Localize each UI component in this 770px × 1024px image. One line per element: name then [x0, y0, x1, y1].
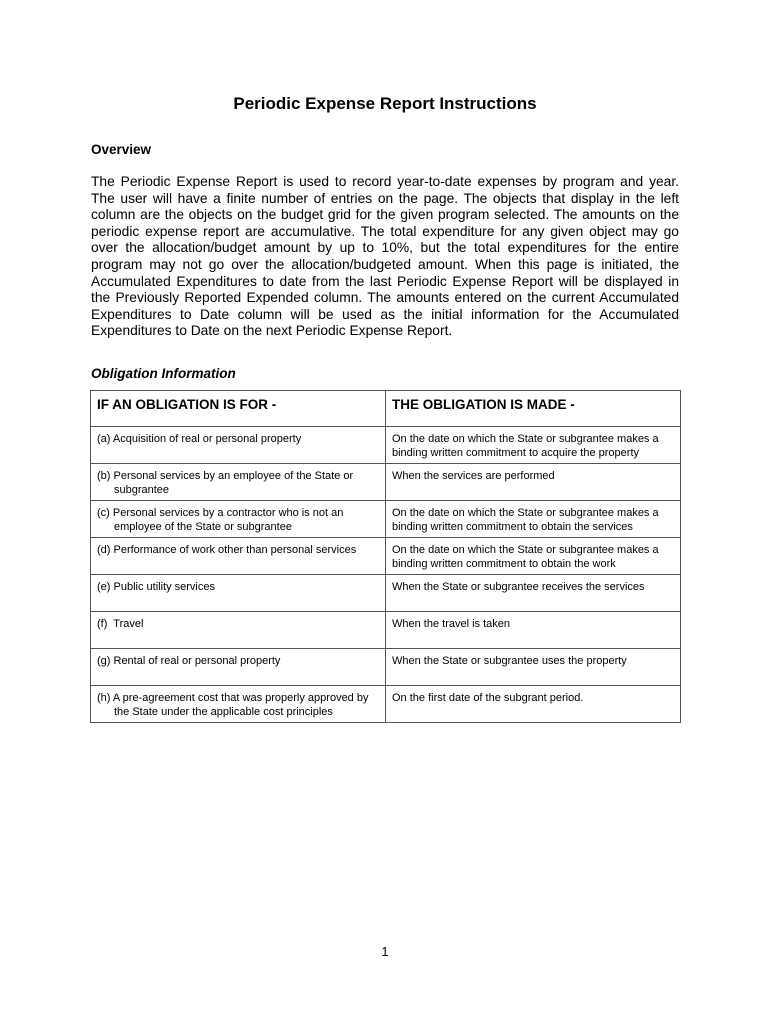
obligation-made-cell: When the State or subgrantee uses the property: [386, 649, 681, 686]
column-header-obligation-made: THE OBLIGATION IS MADE -: [386, 391, 681, 427]
overview-paragraph: The Periodic Expense Report is used to record year-to-date expenses by program and year. The user will have a finite number of entries on the page. The objects that display in the left column are the objects on the budget grid for the given program selected. The amounts on the periodic expense report are accumulative. The total expenditure for any given object may go over the allocation/budget amount by up to 10%, but the total expenditures for the entire program may not go over the allocation/budgeted amount. When this page is initiated, the Accumulated Expenditures to date from the last Periodic Expense Report will be displayed in the Previously Reported Expended column. The amounts entered on the current Accumulated Expenditures to Date column will be used as the initial information for the Accumulated Expenditures to Date on the next Periodic Expense Report.: [91, 174, 679, 339]
obligation-for-text: (d) Performance of work other than personal services: [97, 544, 357, 556]
table-row: [91, 649, 681, 686]
table-row: [91, 501, 681, 538]
obligation-for-text: (b) Personal services by an employee of the State or subgrantee: [97, 470, 354, 496]
table-header-row: [91, 391, 681, 427]
obligation-for-text: (f) Travel: [97, 618, 144, 630]
obligation-made-cell: When the travel is taken: [386, 612, 681, 649]
table-row: [91, 575, 681, 612]
table-row: [91, 427, 681, 464]
obligation-made-cell: When the State or subgrantee receives the services: [386, 575, 681, 612]
table-row: [91, 538, 681, 575]
obligation-for-text: (h) A pre-agreement cost that was properly approved by the State under the applicable cost principles: [97, 692, 369, 718]
page-title: Periodic Expense Report Instructions: [233, 94, 537, 113]
obligation-for-text: (g) Rental of real or personal property: [97, 655, 281, 667]
obligation-for-text: (c) Personal services by a contractor who is not an employee of the State or subgrantee: [97, 507, 344, 533]
obligation-made-cell: On the first date of the subgrant period.: [386, 686, 681, 723]
page-number: 1: [381, 944, 389, 959]
obligation-made-cell: When the services are performed: [386, 464, 681, 501]
obligation-made-cell: On the date on which the State or subgrantee makes a binding written commitment to acquire the property: [386, 427, 681, 464]
overview-heading: Overview: [91, 142, 152, 157]
obligation-made-cell: On the date on which the State or subgrantee makes a binding written commitment to obtain the services: [386, 501, 681, 538]
obligation-for-cell: [91, 501, 386, 538]
obligation-for-cell: [91, 686, 386, 723]
obligation-heading: Obligation Information: [91, 366, 236, 381]
obligation-for-cell: [91, 649, 386, 686]
obligation-for-cell: [91, 538, 386, 575]
obligation-for-cell: [91, 612, 386, 649]
obligation-for-cell: [91, 575, 386, 612]
obligation-table: [90, 390, 681, 723]
obligation-made-cell: On the date on which the State or subgrantee makes a binding written commitment to obtain the work: [386, 538, 681, 575]
obligation-for-cell: [91, 427, 386, 464]
obligation-for-text: (e) Public utility services: [97, 581, 215, 593]
table-row: [91, 464, 681, 501]
table-row: [91, 612, 681, 649]
column-header-obligation-for: IF AN OBLIGATION IS FOR -: [91, 391, 386, 427]
table-row: [91, 686, 681, 723]
obligation-for-text: (a) Acquisition of real or personal property: [97, 433, 302, 445]
obligation-for-cell: [91, 464, 386, 501]
